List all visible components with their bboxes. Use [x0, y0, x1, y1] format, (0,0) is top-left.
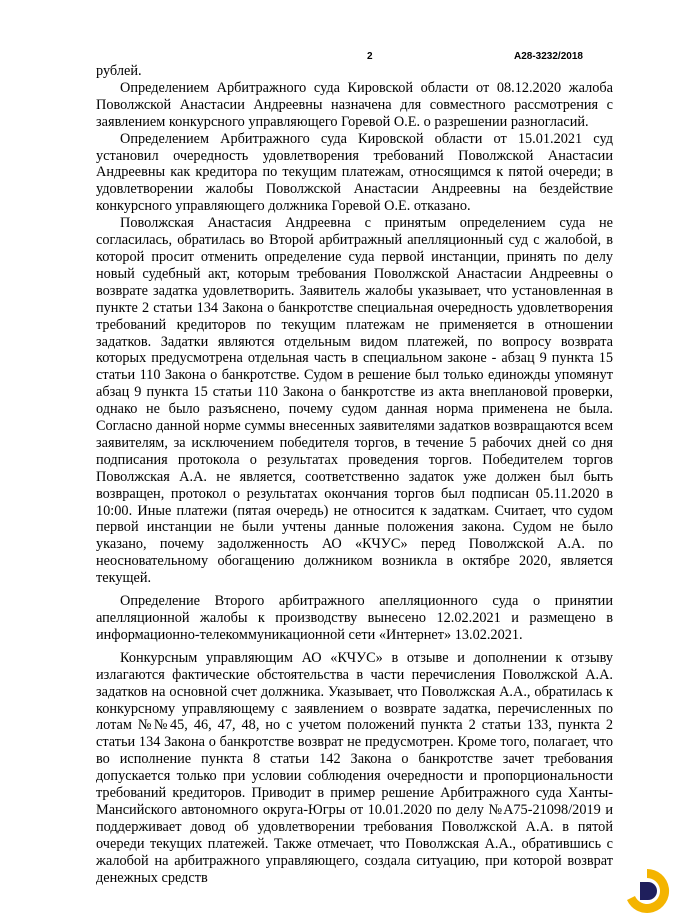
paragraph: Конкурсным управляющим АО «КЧУС» в отзыве и дополнении к отзыву излагаются фактические обстоятельства в части перечисления Поволжской А.А. задатков на основной счет должника. Указывает, что Поволжская А.А., обратилась к конкурсному управляющему с заявлением о возврате задатка, перечисленных по лотам №№45, 46, 47, 48, но с учетом положений пункта 2 статьи 133, пункта 2 статьи 134 Закона о банкротстве возврат не предусмотрен. Кроме того, полагает, что во исполнение пункта 8 статьи 142 Закона о банкротстве зачет требования допускается только при условии соблюдения очередности и пропорциональности требований кредиторов. Приводит в пример решение Арбитражного суда Ханты-Мансийского автономного округа-Югры от 10.01.2020 по делу №А75-21098/2019 и поддерживает довод об удовлетворении требования Поволжской А.А. в пятой очереди текущих платежей. Также отмечает, что Поволжская А.А., обратившись с жалобой на арбитражного управляющего, создала ситуацию, при которой возврат денежных средств [96, 649, 613, 886]
paragraph: Определением Арбитражного суда Кировской области от 15.01.2021 суд установил очередность удовлетворения требований Поволжской Анастасии Андреевны как кредитора по текущим платежам, относящимся к пятой очереди; в удовлетворении жалобы Поволжской Анастасии Андреевны на бездействие конкурсного управляющего должника Горевой О.Е. отказано. [96, 130, 613, 215]
case-number: А28-3232/2018 [514, 51, 583, 62]
paragraph-continuation: рублей. [96, 63, 142, 79]
page-number: 2 [367, 51, 373, 62]
paragraph: Определением Арбитражного суда Кировской области от 08.12.2020 жалоба Поволжской Анастасии Андреевны назначена для совместного рассмотрения с заявлением конкурсного управляющего Горевой О.Е. о разрешении разногласий. [96, 79, 613, 130]
paragraph: Поволжская Анастасия Андреевна с принятым определением суда не согласилась, обратилась во Второй арбитражный апелляционный суд с жалобой, в которой просит отменить определение суда первой инстанции, принять по делу новый судебный акт, которым требования Поволжской Анастасии Андреевны о возврате задатка удовлетворить. Заявитель жалобы указывает, что установленная в пункте 2 статьи 134 Закона о банкротстве специальная очередность удовлетворения требований кредиторов по текущим платежам не применяется в отношении задатков. Задатки являются отдельным видом платежей, по вопросу возврата которых предусмотрена отдельная часть в специальном законе - абзац 9 пункта 15 статьи 110 Закона о банкротстве. Судом в решение был только единожды упомянут абзац 9 пункта 15 статьи 110 Закона о банкротстве из акта внеплановой проверки, однако не было разъяснено, почему судом данная норма применена не была. Согласно данной норме суммы внесенных заявителями задатков возвращаются всем заявителям, за исключением победителя торгов, в течение 5 рабочих дней со дня подписания протокола о результатах проведения торгов. Победителем торгов Поволжская А.А. не является, соответственно задаток уже должен был быть возвращен, протокол о результатах окончания торгов был подписан 05.11.2020 в 10:00. Иные платежи (пятая очередь) не относится к задаткам. Считает, что судом первой инстанции не были учтены данные положения закона. Судом не было указано, почему задолженность АО «КЧУС» перед Поволжской А.А. по неосновательному обогащению должником возникла в октябре 2020, является текущей. [96, 215, 613, 587]
document-body [96, 63, 613, 887]
consultant-logo-icon [622, 866, 672, 916]
paragraph: Определение Второго арбитражного апелляционного суда о принятии апелляционной жалобы к производству вынесено 12.02.2021 и размещено в информационно-телекоммуникационной сети «Интернет» 13.02.2021. [96, 593, 613, 643]
